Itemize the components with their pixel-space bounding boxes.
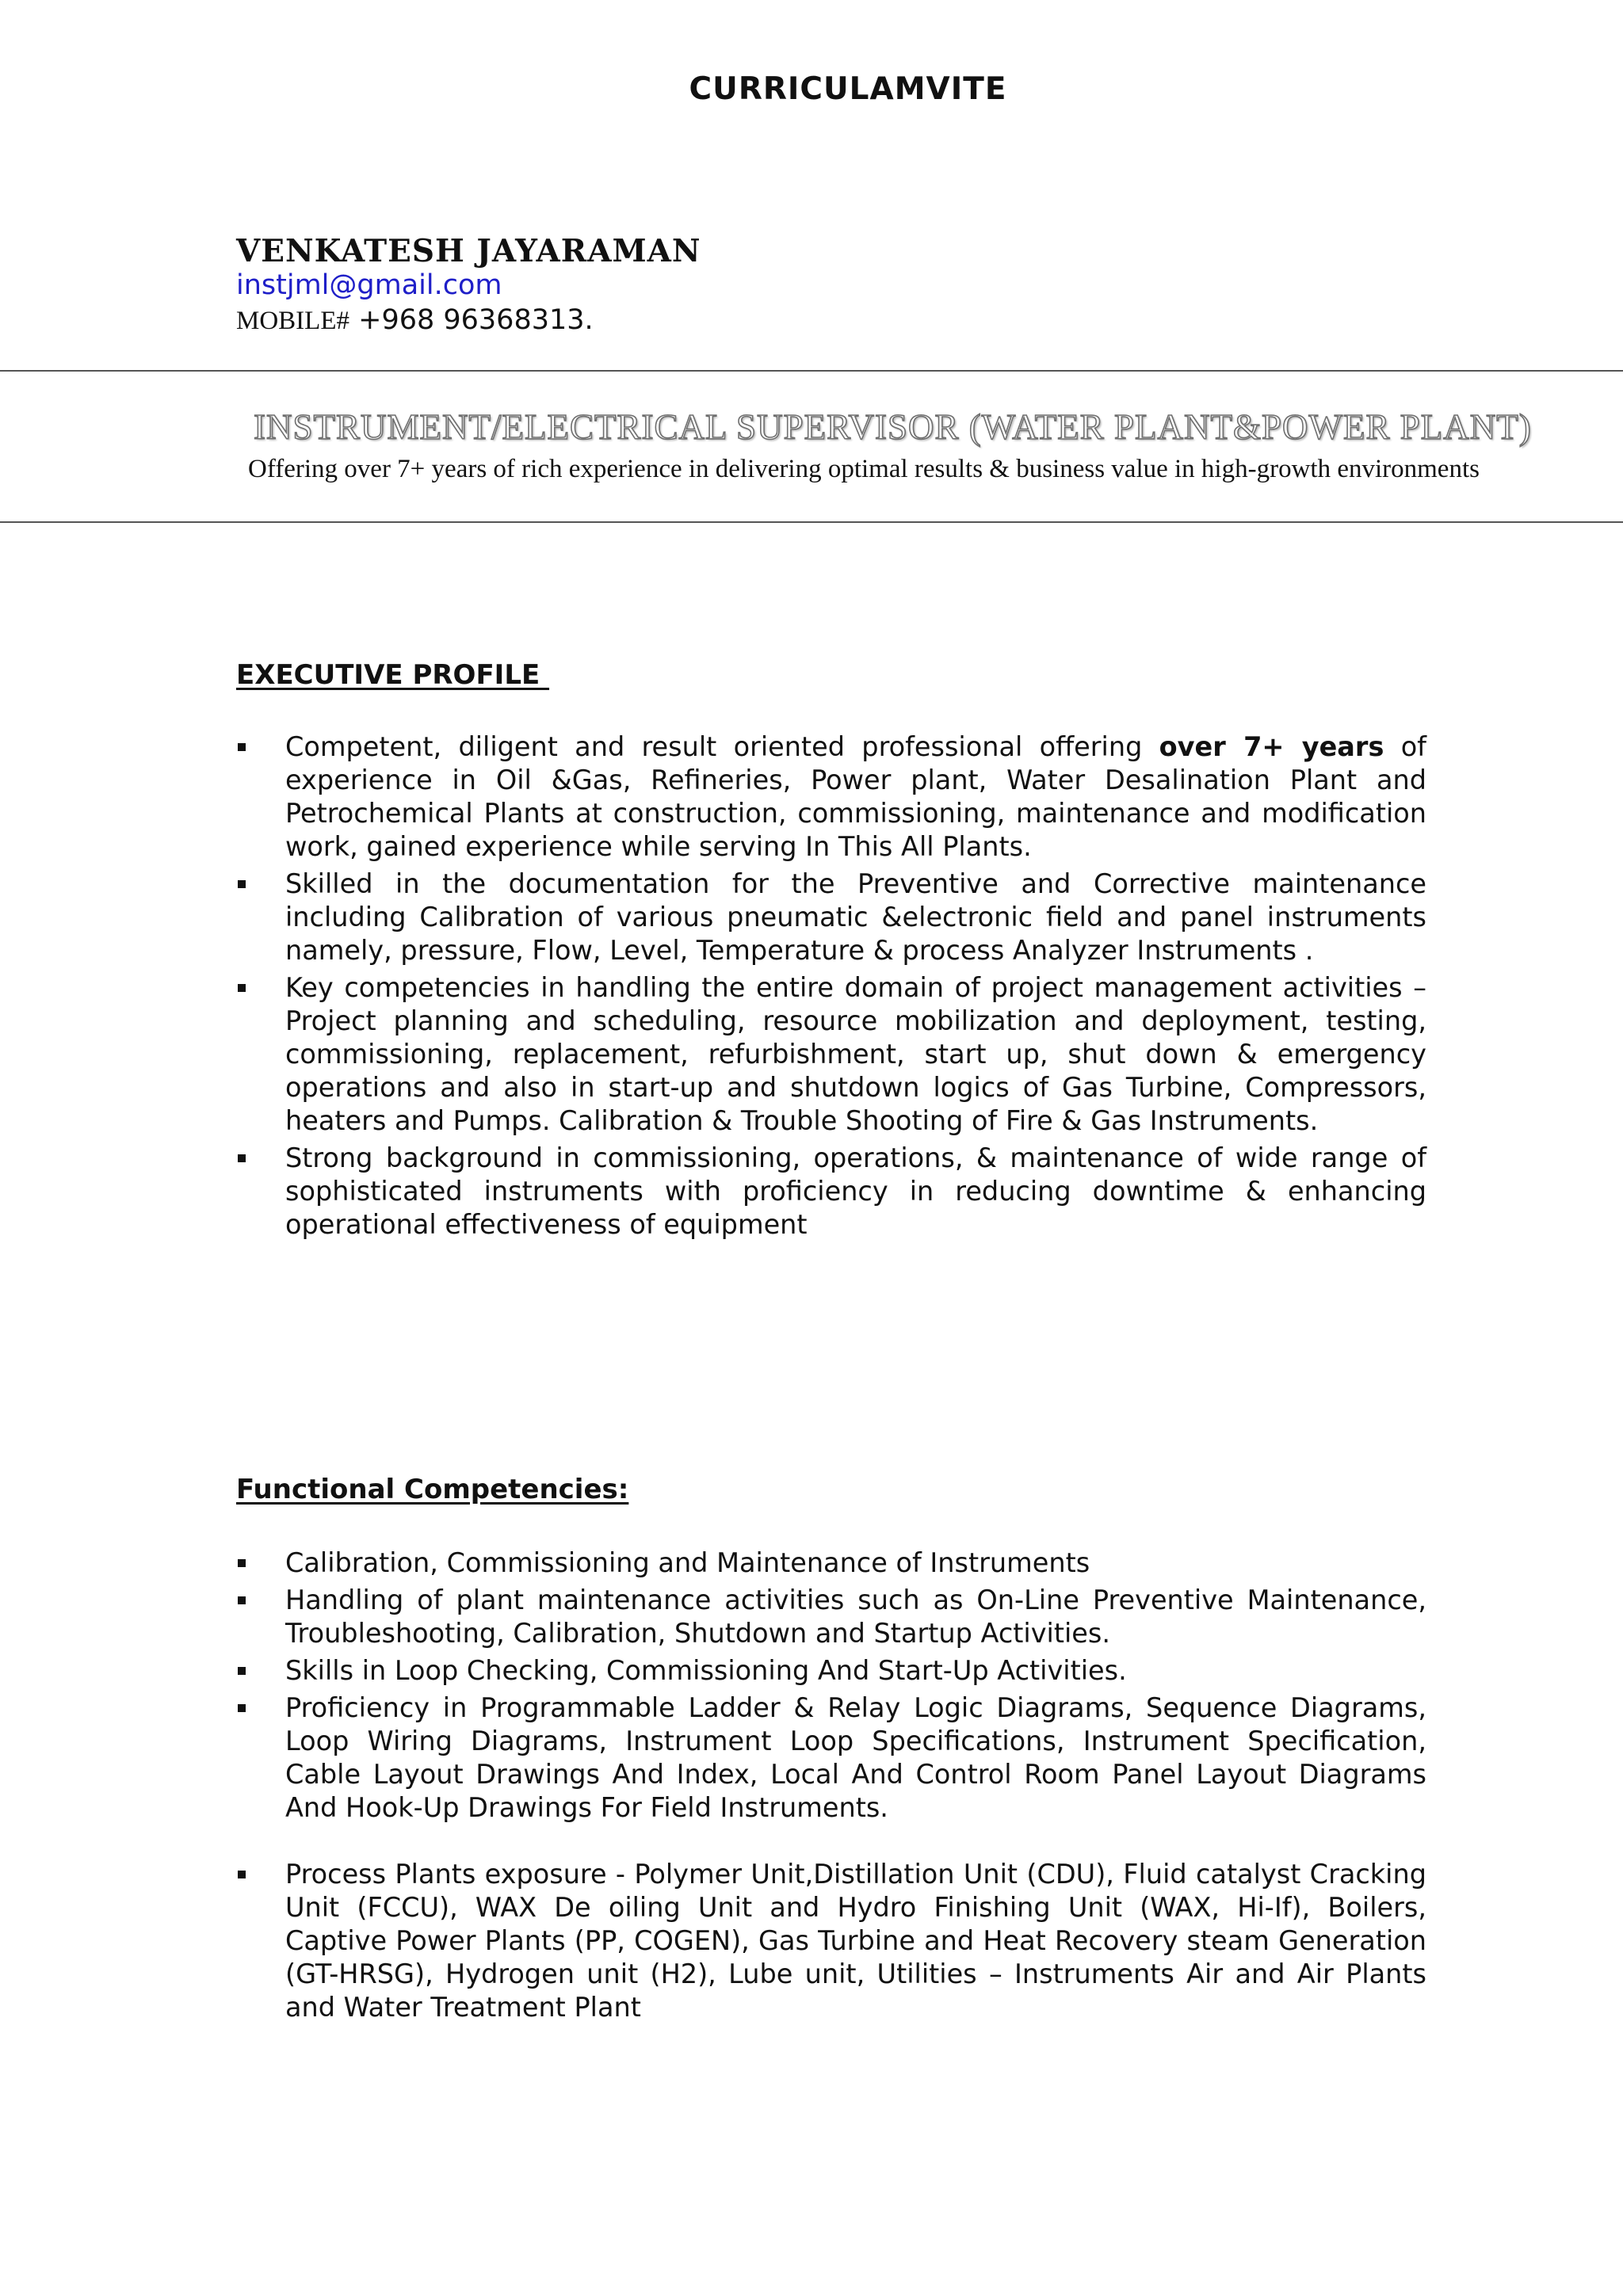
list-item xyxy=(236,971,1426,1138)
functional-competencies-list xyxy=(236,1547,1426,2028)
square-bullet-icon xyxy=(238,1154,246,1162)
square-bullet-icon xyxy=(238,743,246,751)
executive-profile-list xyxy=(236,730,1426,1245)
list-item xyxy=(236,730,1426,864)
profile-item-text xyxy=(285,731,1426,862)
competency-item-text: Proficiency in Programmable Ladder & Relay Logic Diagrams, Sequence Diagrams, Loop Wiring Diagrams, Instrument Loop Specifications, Instrument Specification, Cable Layout Drawings And Index, Local And Control Room Panel Layout Diagrams And Hook-Up Drawings For Field Instruments. xyxy=(285,1692,1426,1823)
competency-item-text: Process Plants exposure - Polymer Unit,Distillation Unit (CDU), Fluid catalyst Cracking Unit (FCCU), WAX De oiling Unit and Hydro Finishing Unit (WAX, Hi-If), Boilers, Captive Power Plants (PP, COGEN), Gas Turbine and Heat Recovery steam Generation (GT-HRSG), Hydrogen unit (H2), Lube unit, Utilities – Instruments Air and Air Plants and Water Treatment Plant xyxy=(285,1859,1426,2023)
executive-profile-heading: EXECUTIVE PROFILE xyxy=(236,659,550,691)
mobile-number: +968 96368313. xyxy=(349,304,594,336)
functional-competencies-heading: Functional Competencies: xyxy=(236,1474,629,1505)
list-item xyxy=(236,1547,1426,1580)
square-bullet-icon xyxy=(238,1559,246,1567)
candidate-name: VENKATESH JAYARAMAN xyxy=(236,233,701,269)
square-bullet-icon xyxy=(238,1704,246,1712)
list-item xyxy=(236,1654,1426,1688)
list-item xyxy=(236,1584,1426,1650)
profile-item-text: Skilled in the documentation for the Preventive and Corrective maintenance including Calibration of various pneumatic &electronic field and panel instruments namely, pressure, Flow, Level, Temperature & process Analyzer Instruments . xyxy=(285,868,1426,966)
header-rule-top xyxy=(0,370,1623,372)
square-bullet-icon xyxy=(238,1871,246,1878)
tagline: Offering over 7+ years of rich experience in delivering optimal results & business value in high-growth environments xyxy=(248,455,1480,483)
header-rule-bottom xyxy=(0,521,1623,523)
job-headline: INSTRUMENT/ELECTRICAL SUPERVISOR (WATER PLANT&POWER PLANT) xyxy=(254,407,1532,447)
profile-item-text-start: Competent, diligent and result oriented professional offering xyxy=(285,731,1159,762)
competency-item-text: Calibration, Commissioning and Maintenance of Instruments xyxy=(285,1547,1090,1578)
square-bullet-icon xyxy=(238,1667,246,1675)
mobile-label: MOBILE# xyxy=(236,307,349,335)
square-bullet-icon xyxy=(238,880,246,888)
square-bullet-icon xyxy=(238,984,246,992)
profile-item-text: Strong background in commissioning, operations, & maintenance of wide range of sophisticated instruments with proficiency in reducing downtime & enhancing operational effectiveness of equipment xyxy=(285,1142,1426,1240)
profile-item-highlight: over 7+ years xyxy=(1159,731,1384,762)
profile-item-text-end: of experience in Oil &Gas, Refineries, Power plant, Water Desalination Plant and Petrochemical Plants at construction, commissioning, maintenance and modification work, gained experience while serving In This All Plants. xyxy=(285,731,1426,862)
candidate-email[interactable]: instjml@gmail.com xyxy=(236,269,502,301)
profile-item-text: Key competencies in handling the entire domain of project management activities – Project planning and scheduling, resource mobilization and deployment, testing, commissioning, replacement, refurbishment, start up, shut down & emergency operations and also in start-up and shutdown logics of Gas Turbine, Compressors, heaters and Pumps. Calibration & Trouble Shooting of Fire & Gas Instruments. xyxy=(285,972,1426,1136)
list-item xyxy=(236,868,1426,967)
competency-item-text: Handling of plant maintenance activities such as On-Line Preventive Maintenance, Troubleshooting, Calibration, Shutdown and Startup Activities. xyxy=(285,1585,1426,1649)
square-bullet-icon xyxy=(238,1596,246,1604)
candidate-mobile xyxy=(236,304,594,336)
list-item xyxy=(236,1858,1426,2024)
competency-item-text: Skills in Loop Checking, Commissioning And Start-Up Activities. xyxy=(285,1655,1127,1686)
document-title: CURRICULAMVITE xyxy=(689,71,1007,107)
list-item xyxy=(236,1691,1426,1825)
list-item xyxy=(236,1142,1426,1241)
